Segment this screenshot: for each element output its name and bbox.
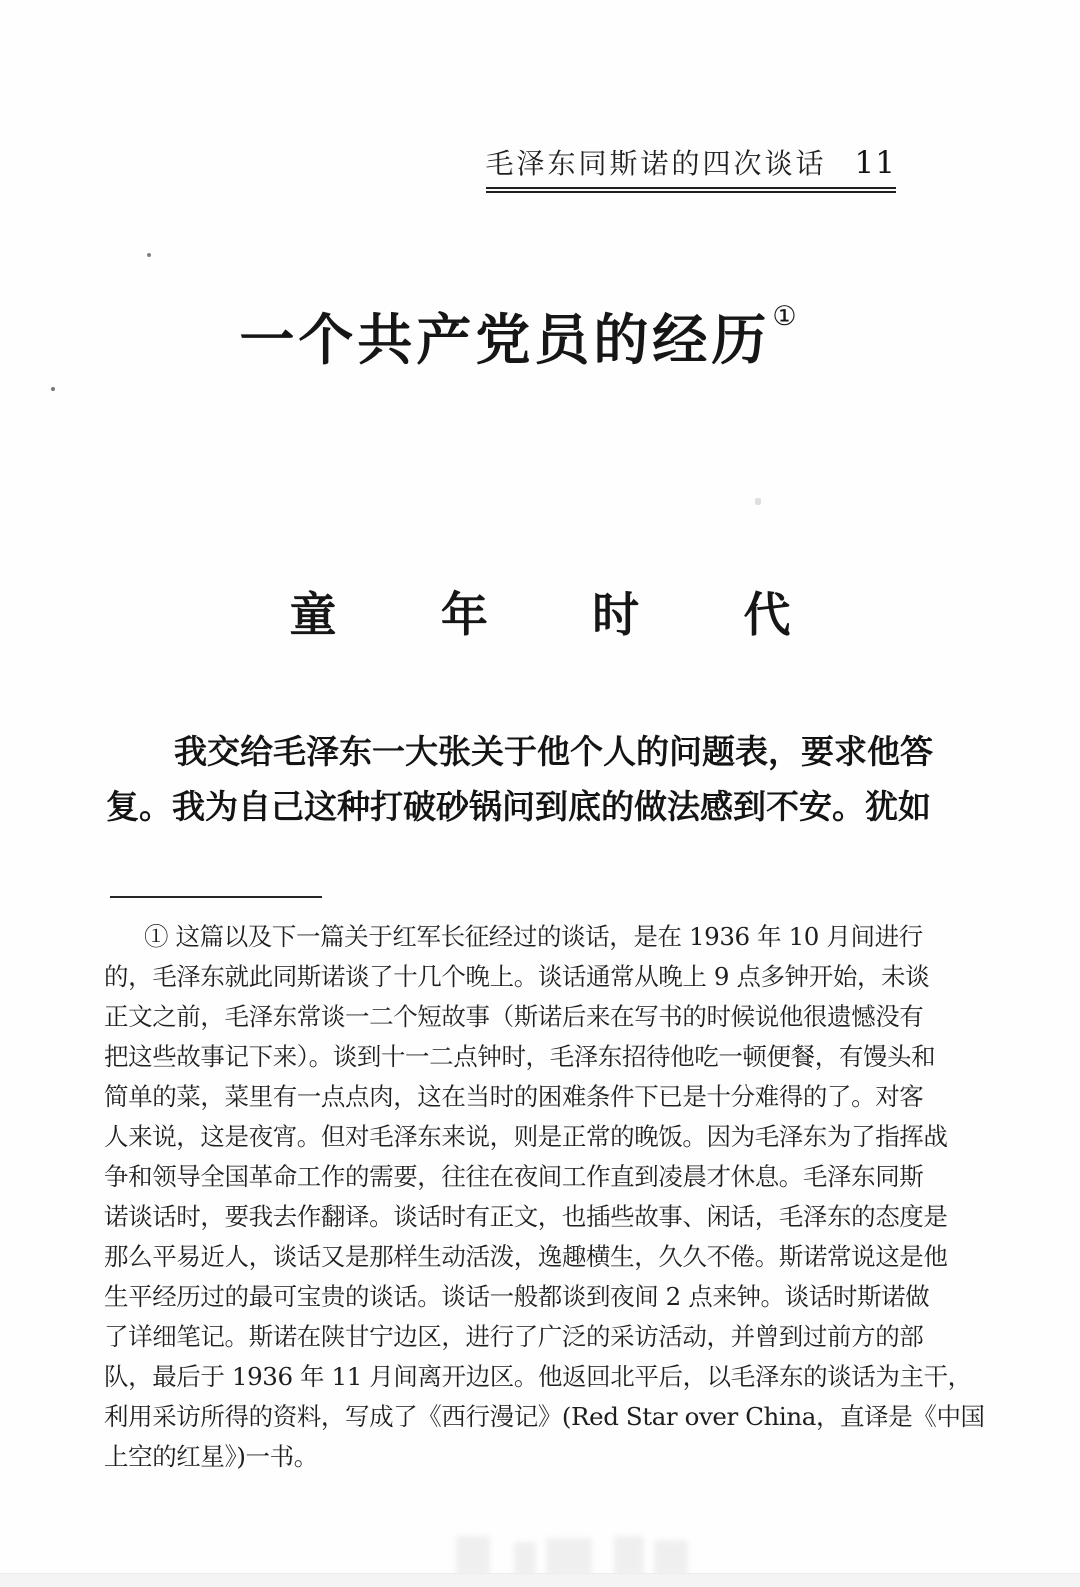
text-line: 争和领导全国革命工作的需要，往往在夜间工作直到凌晨才休息。毛泽东同斯 xyxy=(104,1162,924,1191)
text-line: 了详细笔记。斯诺在陕甘宁边区，进行了广泛的采访活动，并曾到过前方的部 xyxy=(104,1322,924,1351)
watermark-blob xyxy=(654,1540,688,1576)
text-line: ① 这篇以及下一篇关于红军长征经过的谈话，是在 1936 年 10 月间进行 xyxy=(144,922,923,951)
body-paragraph xyxy=(106,724,958,834)
text-line: 的，毛泽东就此同斯诺谈了十几个晚上。谈话通常从晚上 9 点多钟开始，未谈 xyxy=(104,962,930,991)
text-line: 诺谈话时，要我去作翻译。谈话时有正文，也插些故事、闲话，毛泽东的态度是 xyxy=(104,1202,948,1231)
scan-speck xyxy=(147,253,151,257)
text-line: 复。我为自己这种打破砂锅问到底的做法感到不安。犹如 xyxy=(106,787,931,826)
scan-edge-strip xyxy=(0,1573,1080,1587)
text-line: 上空的红星》)一书。 xyxy=(104,1442,318,1471)
scan-speck xyxy=(755,498,761,505)
text-line: 队，最后于 1936 年 11 月间离开边区。他返回北平后，以毛泽东的谈话为主干， xyxy=(104,1362,972,1391)
text-line: 人来说，这是夜宵。但对毛泽东来说，则是正常的晚饭。因为毛泽东为了指挥战 xyxy=(104,1122,948,1151)
footnote-divider-line xyxy=(110,896,322,898)
text-line: 利用采访所得的资料，写成了《西行漫记》(Red Star over China，直译是《中国 xyxy=(104,1402,985,1431)
watermark-blob xyxy=(456,1536,490,1576)
watermark-blob xyxy=(546,1538,592,1576)
watermark-smudge xyxy=(456,1532,736,1576)
text-line: 简单的菜，菜里有一点点肉，这在当时的困难条件下已是十分难得的了。对客 xyxy=(104,1082,924,1111)
text-line: 把这些故事记下来）。谈到十一二点钟时，毛泽东招待他吃一顿便餐，有馒头和 xyxy=(104,1042,936,1071)
text-line: 生平经历过的最可宝贵的谈话。谈话一般都谈到夜间 2 点来钟。谈话时斯诺做 xyxy=(104,1282,930,1311)
text-line: 我交给毛泽东一大张关于他个人的问题表，要求他答 xyxy=(174,732,933,771)
page-number: 11 xyxy=(854,145,896,181)
section-heading: 童 年 时 代 xyxy=(289,588,835,643)
article-title-text: 一个共产党员的经历 xyxy=(239,308,771,372)
watermark-blob xyxy=(514,1542,536,1576)
text-line: 那么平易近人，谈话又是那样生动活泼，逸趣横生，久久不倦。斯诺常说这是他 xyxy=(104,1242,948,1271)
scan-speck xyxy=(51,387,55,391)
text-line: 正文之前，毛泽东常谈一二个短故事（斯诺后来在写书的时候说他很遗憾没有 xyxy=(104,1002,924,1031)
watermark-blob xyxy=(614,1536,644,1576)
footnote-marker-superscript: ① xyxy=(772,301,797,332)
running-header-book-title: 毛泽东同斯诺的四次谈话 xyxy=(485,147,827,180)
article-title xyxy=(0,296,1036,375)
footnote-block xyxy=(104,917,985,1477)
running-header xyxy=(486,142,896,193)
